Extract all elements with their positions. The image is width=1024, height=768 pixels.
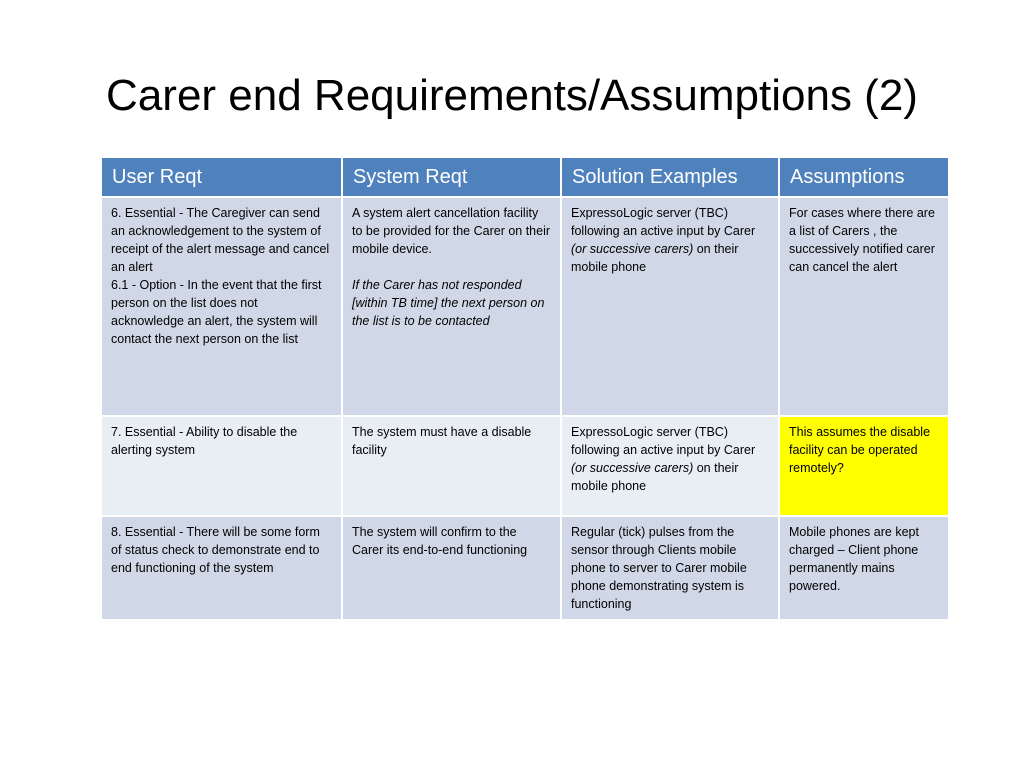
table-header-row (101, 157, 949, 197)
requirements-table (100, 156, 950, 621)
assumptions-cell: Mobile phones are kept charged – Client phone permanently mains powered. (779, 516, 949, 620)
system-reqt-text: A system alert cancellation facility to be provided for the Carer on their mobile device. (352, 206, 551, 256)
user-reqt-text: 6. Essential - The Caregiver can send an acknowledgement to the system of receipt of the alert message and cancel an alert (111, 206, 330, 274)
system-reqt-cell: The system will confirm to the Carer its end-to-end functioning (342, 516, 561, 620)
assumptions-cell-highlighted: This assumes the disable facility can be operated remotely? (779, 416, 949, 516)
solution-text-italic: (or successive carers) (571, 242, 694, 256)
header-solution-examples: Solution Examples (561, 157, 779, 197)
user-reqt-cell: 8. Essential - There will be some form of status check to demonstrate end to end functioning of the system (101, 516, 342, 620)
solution-text-after: on their mobile phone (571, 242, 739, 274)
table-row (101, 516, 949, 620)
table-row (101, 197, 949, 416)
solution-examples-cell (561, 197, 779, 416)
paragraph-gap (352, 258, 551, 276)
solution-text-italic: (or successive carers) (571, 461, 694, 475)
header-assumptions: Assumptions (779, 157, 949, 197)
slide-title: Carer end Requirements/Assumptions (2) (106, 71, 918, 120)
assumptions-cell: For cases where there are a list of Carers , the successively notified carer can cancel the alert (779, 197, 949, 416)
header-user-reqt: User Reqt (101, 157, 342, 197)
solution-examples-cell (561, 416, 779, 516)
solution-text-before: ExpressoLogic server (TBC) following an active input by Carer (571, 206, 756, 238)
table-row (101, 416, 949, 516)
system-reqt-italic-text: If the Carer has not responded [within TB time] the next person on the list is to be contacted (352, 278, 545, 328)
user-reqt-cell: 7. Essential - Ability to disable the alerting system (101, 416, 342, 516)
user-reqt-option-text: 6.1 - Option - In the event that the first person on the list does not acknowledge an alert, the system will contact the next person on the list (111, 278, 322, 346)
system-reqt-cell (342, 197, 561, 416)
header-system-reqt: System Reqt (342, 157, 561, 197)
user-reqt-cell (101, 197, 342, 416)
system-reqt-cell: The system must have a disable facility (342, 416, 561, 516)
solution-text-after: on their mobile phone (571, 461, 739, 493)
solution-text-before: ExpressoLogic server (TBC) following an active input by Carer (571, 425, 756, 457)
solution-examples-cell: Regular (tick) pulses from the sensor through Clients mobile phone to server to Carer mobile phone demonstrating system is functioning (561, 516, 779, 620)
